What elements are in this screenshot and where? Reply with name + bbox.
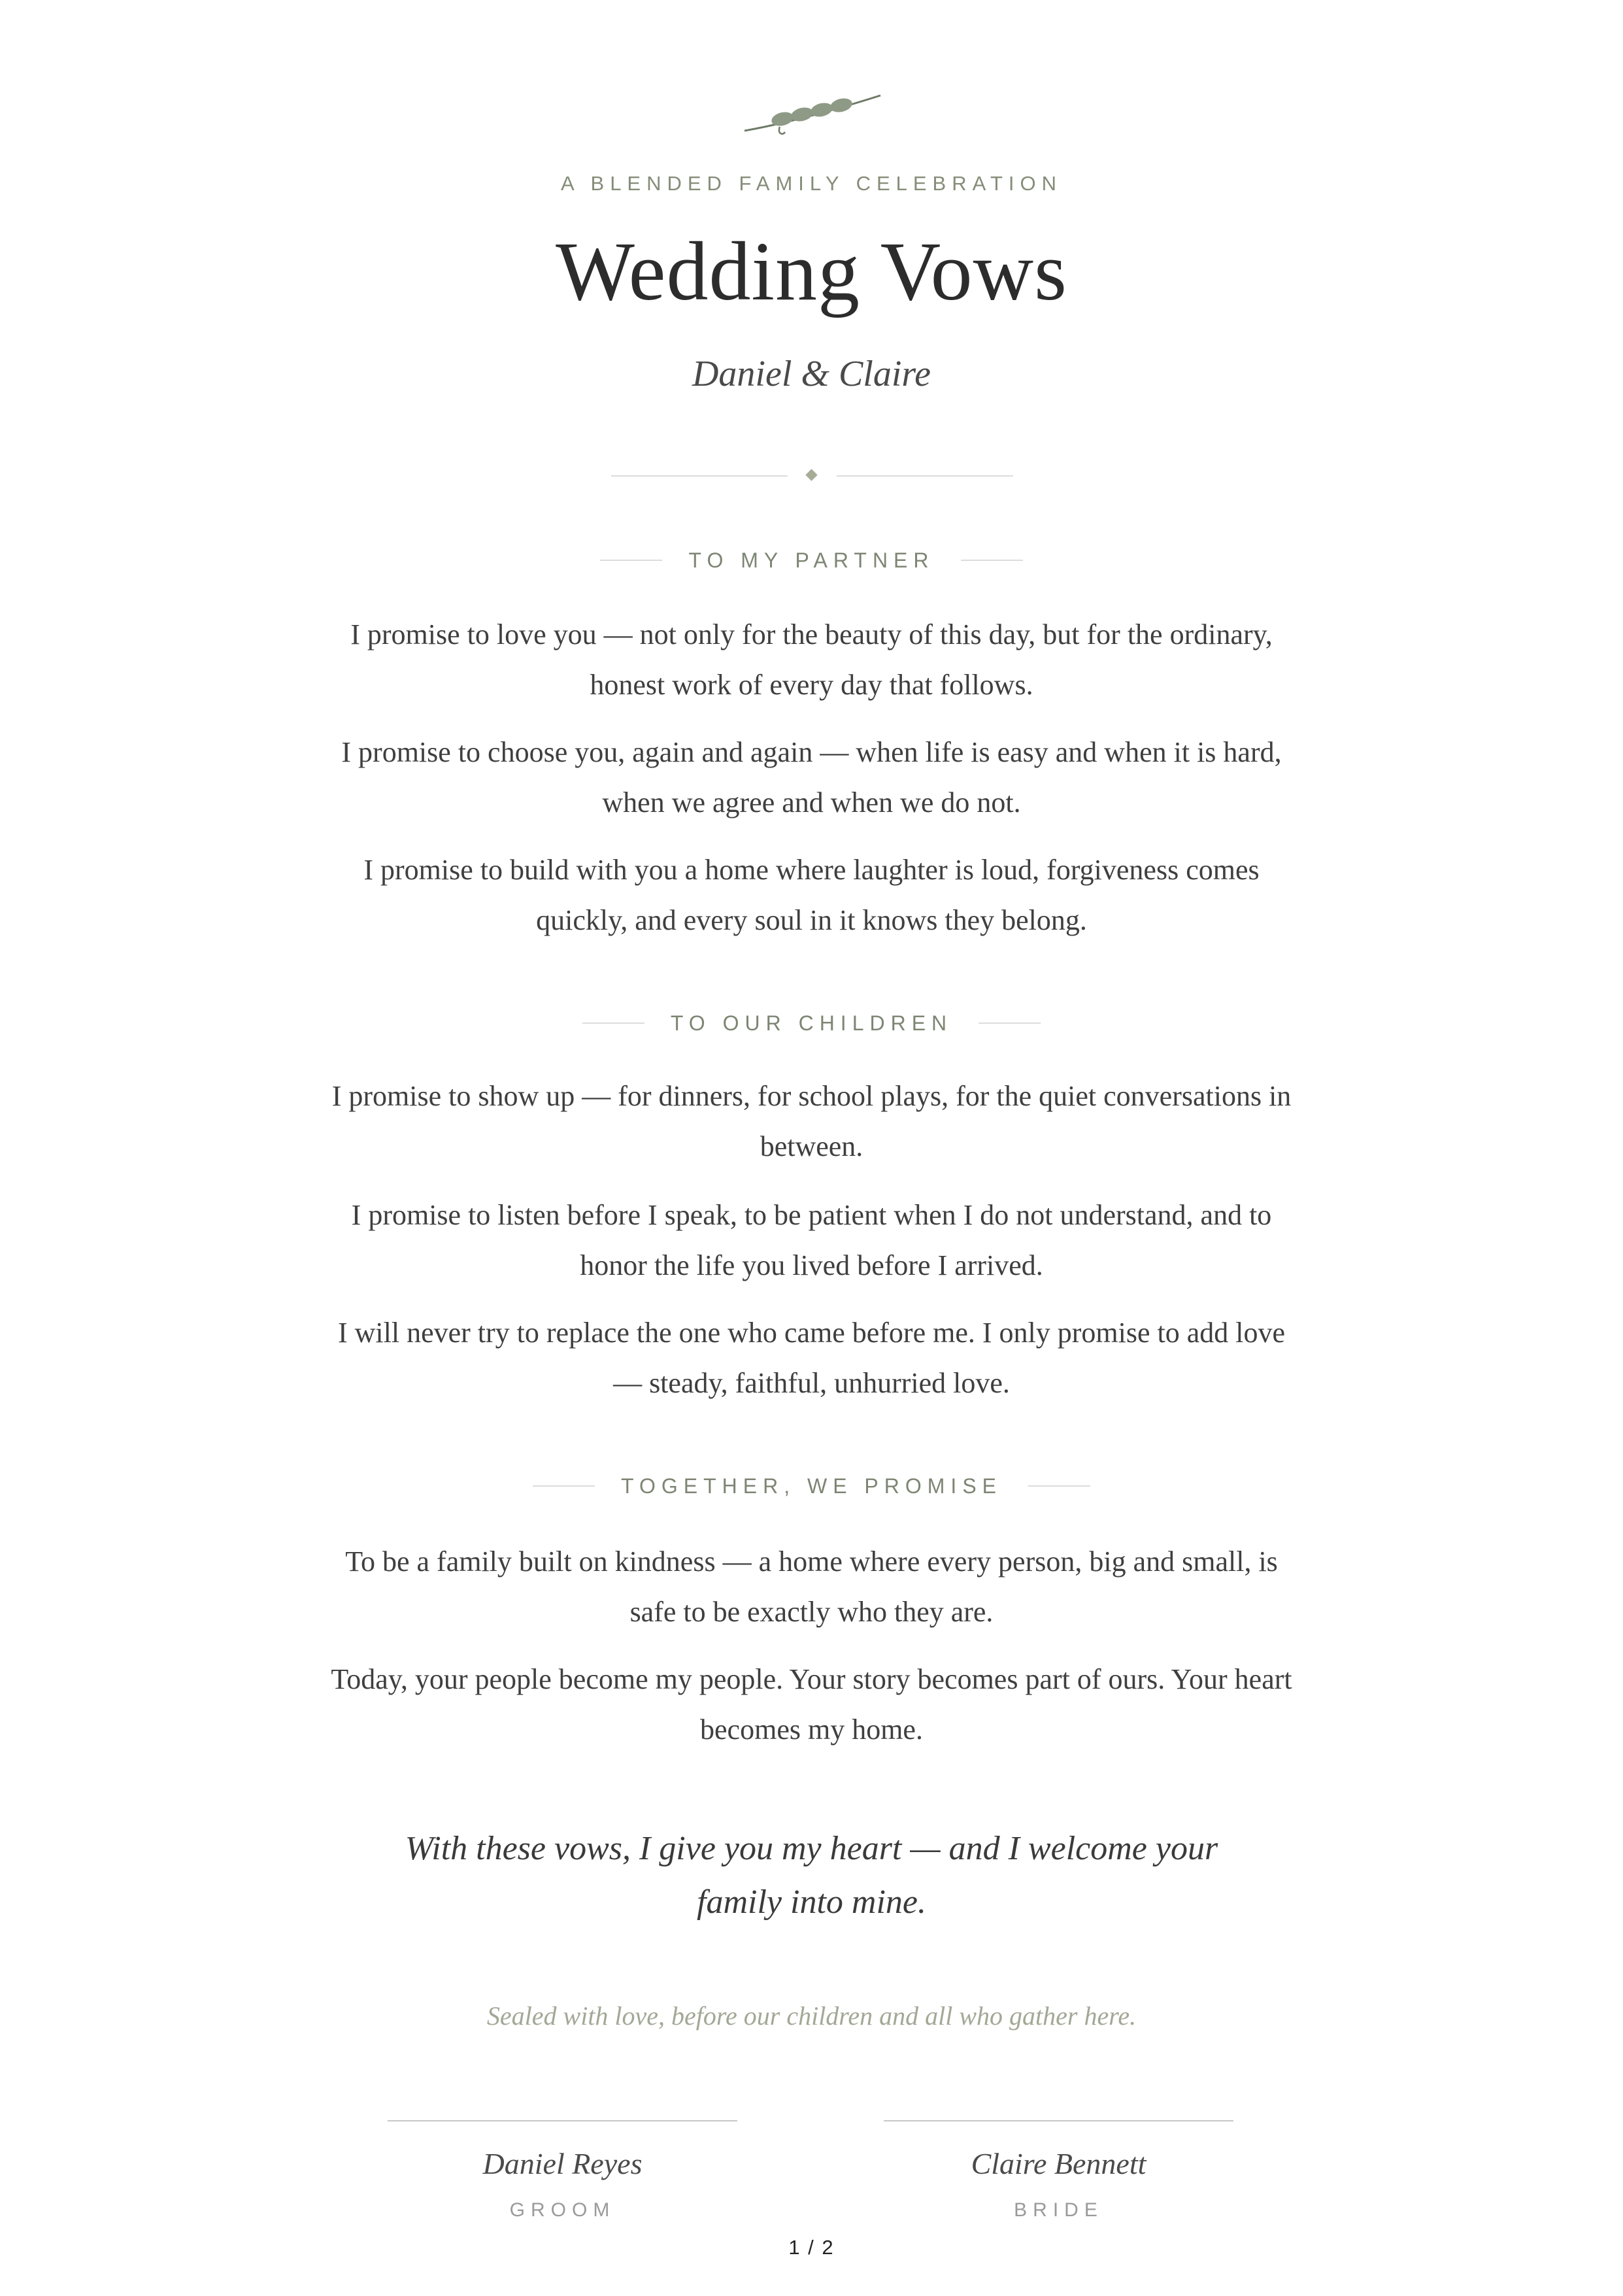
heading-rule-left [533, 1485, 595, 1487]
signature-line[interactable] [884, 2120, 1233, 2121]
vow-paragraph: To be a family built on kindness — a home where every person, big and small, is safe to be exactly who they are. [345, 1545, 1278, 1628]
signature-role: BRIDE [1014, 2199, 1103, 2221]
vow-paragraph: I promise to choose you, again and again — when life is easy and when it is hard, when we agree and when we do not. [341, 736, 1282, 819]
divider-line-left [611, 475, 788, 477]
heading-rule-right [1028, 1485, 1090, 1487]
leaf-sprig-icon [742, 93, 882, 145]
vow-paragraph: I will never try to replace the one who came before me. I only promise to add love — steady, faithful, unhurried love. [337, 1317, 1286, 1399]
closing-statement: With these vows, I give you my heart — and I welcome your family into mine. [405, 1830, 1218, 1921]
section-label: TO MY PARTNER [688, 548, 935, 572]
page-number: 1 / 2 [788, 2236, 835, 2259]
couple-names: Daniel & Claire [692, 354, 931, 394]
title-divider [611, 466, 1013, 486]
section-heading-together [0, 1473, 1623, 1499]
vow-paragraph: I promise to build with you a home where laughter is loud, forgiveness comes quickly, and every soul in it knows they belong. [363, 854, 1260, 936]
heading-rule-left [600, 560, 662, 561]
sealed-note: Sealed with love, before our children and all who gather here. [486, 2001, 1137, 2031]
divider-line-right [837, 475, 1013, 477]
section-heading-children [0, 1010, 1623, 1036]
vow-paragraph: I promise to listen before I speak, to be patient when I do not understand, and to honor the life you lived before I arrived. [351, 1199, 1272, 1281]
signature-line[interactable] [388, 2120, 737, 2121]
heading-rule-right [961, 560, 1023, 561]
signature-role: GROOM [509, 2199, 616, 2221]
section-label: TO OUR CHILDREN [670, 1011, 953, 1035]
eyebrow-text: A BLENDED FAMILY CELEBRATION [560, 172, 1063, 195]
heading-rule-right [979, 1022, 1041, 1024]
section-heading-partner [0, 547, 1623, 573]
signature-block-groom [388, 2120, 737, 2221]
page-title: Wedding Vows [556, 225, 1067, 318]
vow-paragraph: I promise to show up — for dinners, for school plays, for the quiet conversations in between. [331, 1080, 1292, 1162]
signature-block-bride [884, 2120, 1233, 2221]
vow-paragraph: Today, your people become my people. Your story becomes part of ours. Your heart becomes my home. [331, 1663, 1292, 1746]
heading-rule-left [582, 1022, 644, 1024]
signature-name: Daniel Reyes [482, 2147, 643, 2180]
signature-name: Claire Bennett [971, 2147, 1146, 2180]
section-label: TOGETHER, WE PROMISE [621, 1474, 1002, 1498]
diamond-icon [805, 469, 817, 481]
vow-paragraph: I promise to love you — not only for the beauty of this day, but for the ordinary, honest work of every day that follows. [350, 618, 1273, 701]
